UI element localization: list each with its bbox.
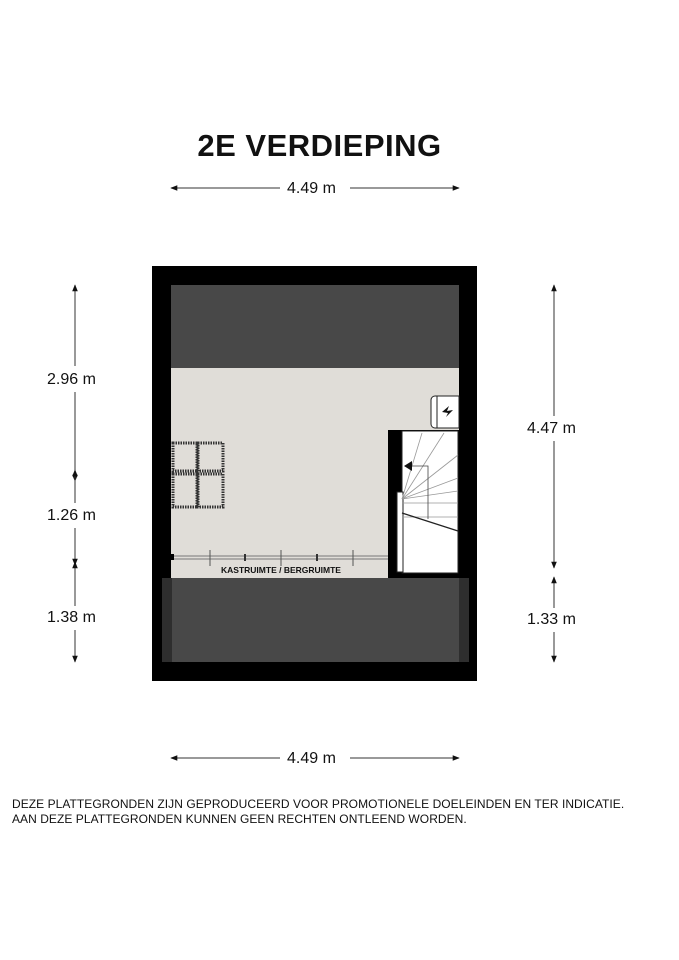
dimension-right-lower: 1.33 m (527, 611, 576, 628)
dimension-right-upper: 4.47 m (527, 420, 576, 437)
low-ceiling-zone-top (171, 285, 459, 368)
dimension-left-middle: 1.26 m (47, 507, 96, 524)
dimension-bottom-width: 4.49 m (284, 750, 339, 768)
disclaimer-line-2: AAN DEZE PLATTEGRONDEN KUNNEN GEEN RECHTEN ONTLEEND WORDEN. (12, 812, 467, 826)
dimension-left-lower: 1.38 m (47, 609, 96, 626)
dimension-left-upper: 2.96 m (47, 371, 96, 388)
staircase (388, 430, 459, 578)
disclaimer (12, 797, 624, 827)
floor-title: 2E VERDIEPING (197, 128, 442, 163)
storage-room-label: KASTRUIMTE / BERGRUIMTE (221, 565, 341, 575)
disclaimer-line-1: DEZE PLATTEGRONDEN ZIJN GEPRODUCEERD VOOR PROMOTIONELE DOELEINDEN EN TER INDICATIE. (12, 797, 625, 811)
boiler-icon (431, 396, 459, 428)
dimension-top-width: 4.49 m (284, 180, 339, 198)
low-ceiling-zone-bottom (162, 578, 469, 662)
